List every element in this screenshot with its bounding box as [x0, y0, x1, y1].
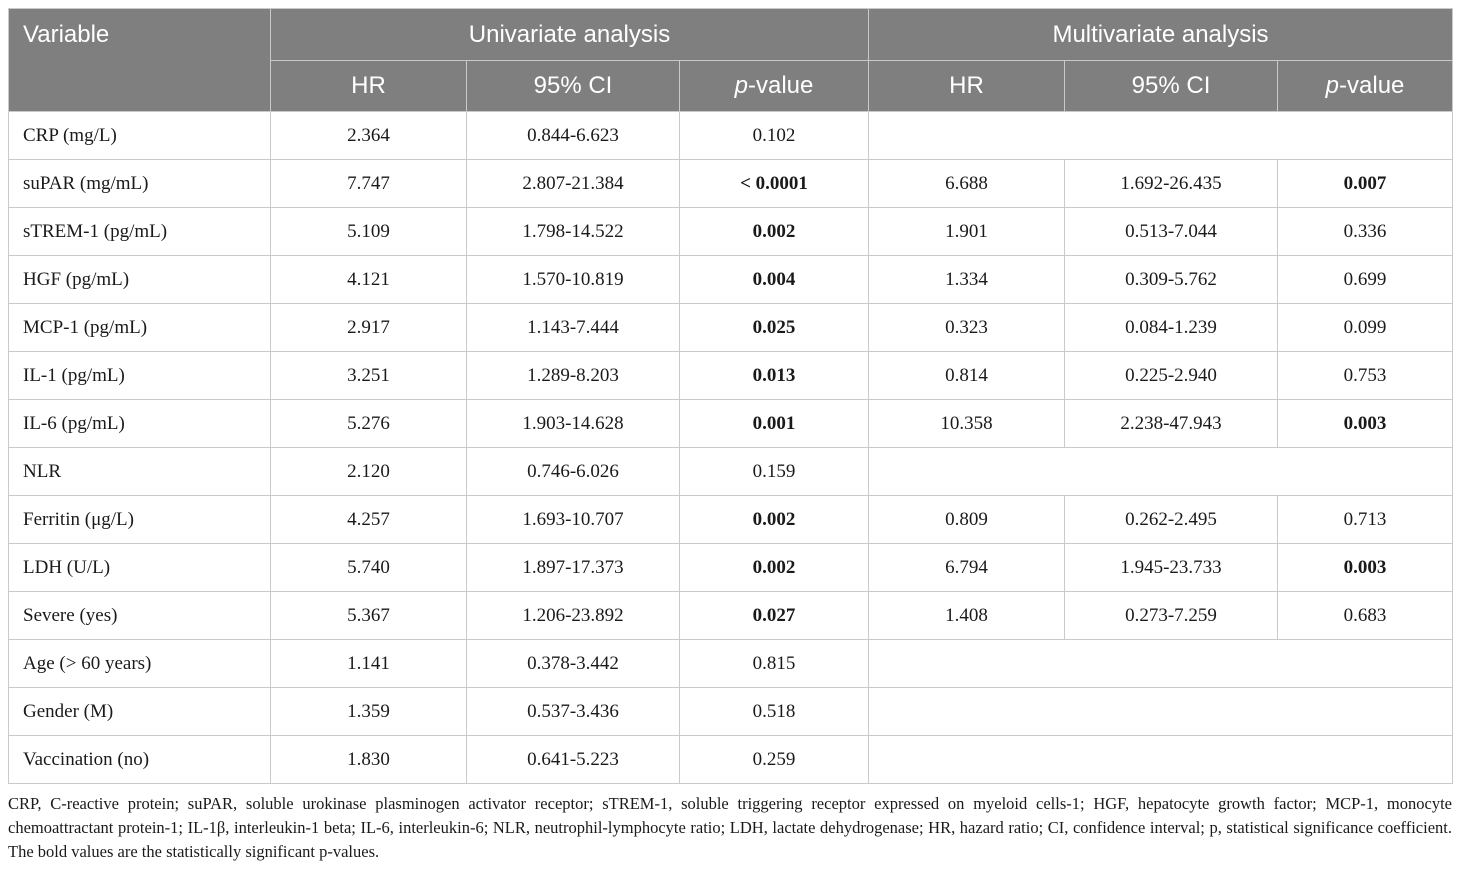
multi-ci-cell: 0.309-5.762	[1065, 256, 1278, 304]
multi-empty-cell	[869, 640, 1453, 688]
uni-p-cell-bold: 0.013	[752, 364, 796, 386]
multi-ci-cell: 2.238-47.943	[1065, 400, 1278, 448]
table-footnote: CRP, C-reactive protein; suPAR, soluble urokinase plasminogen activator receptor; sTREM-1, soluble triggering receptor expressed on myeloid cells-1; HGF, hepatocyte growth factor; MCP-1, monocyte chemoattractant protein-1; IL-1β, interleukin-1 beta; IL-6, interleukin-6; NLR, neutrophil-lymphocyte ratio; LDH, lactate dehydrogenase; HR, hazard ratio; CI, confidence interval; p, statistical significance coefficient. The bold values are the statistically significant p-values.	[8, 794, 1452, 861]
p-letter: p	[734, 72, 748, 99]
univariate-header: Univariate analysis	[271, 9, 869, 61]
uni-ci-cell: 1.897-17.373	[467, 544, 680, 592]
multi-p-cell	[1278, 400, 1453, 448]
uni-p-cell	[680, 352, 869, 400]
uni-ci-cell: 1.693-10.707	[467, 496, 680, 544]
table-body	[9, 112, 1453, 784]
multi-hr-cell: 1.334	[869, 256, 1065, 304]
uni-hr-cell: 5.367	[271, 592, 467, 640]
uni-ci-cell: 1.903-14.628	[467, 400, 680, 448]
multi-p-cell-bold: 0.003	[1343, 412, 1387, 434]
variable-cell: Age (> 60 years)	[9, 640, 271, 688]
multi-hr-header: HR	[869, 61, 1065, 112]
variable-cell: IL-6 (pg/mL)	[9, 400, 271, 448]
uni-p-cell	[680, 544, 869, 592]
variable-cell: Gender (M)	[9, 688, 271, 736]
uni-ci-cell: 0.641-5.223	[467, 736, 680, 784]
uni-hr-cell: 4.257	[271, 496, 467, 544]
uni-p-cell: 0.815	[680, 640, 869, 688]
multi-empty-cell	[869, 736, 1453, 784]
multi-hr-cell: 1.901	[869, 208, 1065, 256]
uni-p-cell-bold: < 0.0001	[740, 172, 808, 194]
multi-hr-cell: 6.688	[869, 160, 1065, 208]
multi-hr-cell: 0.809	[869, 496, 1065, 544]
multi-ci-cell: 0.513-7.044	[1065, 208, 1278, 256]
uni-ci-cell: 1.798-14.522	[467, 208, 680, 256]
multi-hr-cell: 6.794	[869, 544, 1065, 592]
uni-p-cell-bold: 0.004	[752, 268, 796, 290]
uni-p-cell: 0.159	[680, 448, 869, 496]
uni-ci-cell: 1.143-7.444	[467, 304, 680, 352]
uni-p-cell	[680, 496, 869, 544]
multi-p-cell-bold: 0.003	[1343, 556, 1387, 578]
table-row	[9, 112, 1453, 160]
uni-ci-cell: 2.807-21.384	[467, 160, 680, 208]
uni-hr-cell: 2.364	[271, 112, 467, 160]
variable-cell: Severe (yes)	[9, 592, 271, 640]
multi-p-cell: 0.336	[1278, 208, 1453, 256]
variable-cell: MCP-1 (pg/mL)	[9, 304, 271, 352]
multi-p-cell: 0.753	[1278, 352, 1453, 400]
multi-p-cell: 0.683	[1278, 592, 1453, 640]
uni-p-cell: 0.102	[680, 112, 869, 160]
multi-ci-header: 95% CI	[1065, 61, 1278, 112]
uni-ci-cell: 1.570-10.819	[467, 256, 680, 304]
table-row	[9, 304, 1453, 352]
uni-hr-cell: 1.830	[271, 736, 467, 784]
p-suffix: -value	[748, 72, 814, 99]
variable-cell: IL-1 (pg/mL)	[9, 352, 271, 400]
uni-p-cell-bold: 0.002	[752, 220, 796, 242]
uni-hr-cell: 1.141	[271, 640, 467, 688]
table-container	[8, 8, 1452, 864]
uni-p-cell	[680, 256, 869, 304]
p-suffix: -value	[1339, 72, 1405, 99]
multi-empty-cell	[869, 448, 1453, 496]
variable-cell: suPAR (mg/mL)	[9, 160, 271, 208]
multi-hr-cell: 1.408	[869, 592, 1065, 640]
results-table	[8, 8, 1453, 784]
multi-p-cell	[1278, 160, 1453, 208]
uni-ci-cell: 0.746-6.026	[467, 448, 680, 496]
p-letter: p	[1325, 72, 1340, 99]
table-row	[9, 544, 1453, 592]
multi-hr-cell: 0.323	[869, 304, 1065, 352]
uni-ci-header: 95% CI	[467, 61, 680, 112]
table-row	[9, 592, 1453, 640]
multi-hr-cell: 0.814	[869, 352, 1065, 400]
uni-hr-cell: 5.740	[271, 544, 467, 592]
multivariate-header: Multivariate analysis	[869, 9, 1453, 61]
uni-p-cell	[680, 208, 869, 256]
uni-ci-cell: 1.289-8.203	[467, 352, 680, 400]
uni-ci-cell: 1.206-23.892	[467, 592, 680, 640]
table-row	[9, 496, 1453, 544]
variable-cell: CRP (mg/L)	[9, 112, 271, 160]
multi-ci-cell: 0.273-7.259	[1065, 592, 1278, 640]
table-row	[9, 736, 1453, 784]
multi-p-cell: 0.099	[1278, 304, 1453, 352]
multi-ci-cell: 0.084-1.239	[1065, 304, 1278, 352]
uni-p-cell	[680, 304, 869, 352]
multi-p-cell	[1278, 544, 1453, 592]
uni-ci-cell: 0.537-3.436	[467, 688, 680, 736]
uni-hr-cell: 1.359	[271, 688, 467, 736]
multi-p-cell-bold: 0.007	[1343, 172, 1387, 194]
uni-ci-cell: 0.844-6.623	[467, 112, 680, 160]
multi-empty-cell	[869, 688, 1453, 736]
uni-hr-cell: 5.109	[271, 208, 467, 256]
header-row-1	[9, 9, 1453, 61]
uni-p-cell-bold: 0.027	[752, 604, 796, 626]
multi-ci-cell: 1.692-26.435	[1065, 160, 1278, 208]
multi-p-header	[1278, 61, 1453, 112]
uni-p-cell: 0.518	[680, 688, 869, 736]
uni-ci-cell: 0.378-3.442	[467, 640, 680, 688]
uni-p-cell-bold: 0.002	[752, 508, 796, 530]
table-row	[9, 640, 1453, 688]
multi-p-cell: 0.699	[1278, 256, 1453, 304]
variable-cell: NLR	[9, 448, 271, 496]
uni-hr-cell: 2.917	[271, 304, 467, 352]
table-row	[9, 160, 1453, 208]
uni-p-cell-bold: 0.025	[752, 316, 796, 338]
uni-p-cell-bold: 0.002	[752, 556, 796, 578]
uni-p-cell	[680, 160, 869, 208]
table-row	[9, 400, 1453, 448]
variable-cell: sTREM-1 (pg/mL)	[9, 208, 271, 256]
multi-ci-cell: 0.262-2.495	[1065, 496, 1278, 544]
uni-p-cell: 0.259	[680, 736, 869, 784]
multi-empty-cell	[869, 112, 1453, 160]
multi-ci-cell: 0.225-2.940	[1065, 352, 1278, 400]
table-row	[9, 208, 1453, 256]
multi-ci-cell: 1.945-23.733	[1065, 544, 1278, 592]
uni-p-header	[680, 61, 869, 112]
uni-hr-cell: 2.120	[271, 448, 467, 496]
uni-hr-cell: 3.251	[271, 352, 467, 400]
uni-hr-cell: 7.747	[271, 160, 467, 208]
variable-cell: Ferritin (μg/L)	[9, 496, 271, 544]
table-row	[9, 256, 1453, 304]
table-row	[9, 352, 1453, 400]
uni-hr-cell: 4.121	[271, 256, 467, 304]
variable-cell: LDH (U/L)	[9, 544, 271, 592]
multi-p-cell: 0.713	[1278, 496, 1453, 544]
variable-header: Variable	[9, 9, 271, 112]
uni-p-cell-bold: 0.001	[752, 412, 796, 434]
table-row	[9, 448, 1453, 496]
variable-cell: HGF (pg/mL)	[9, 256, 271, 304]
variable-cell: Vaccination (no)	[9, 736, 271, 784]
multi-hr-cell: 10.358	[869, 400, 1065, 448]
uni-p-cell	[680, 400, 869, 448]
uni-p-cell	[680, 592, 869, 640]
uni-hr-cell: 5.276	[271, 400, 467, 448]
uni-hr-header: HR	[271, 61, 467, 112]
table-row	[9, 688, 1453, 736]
